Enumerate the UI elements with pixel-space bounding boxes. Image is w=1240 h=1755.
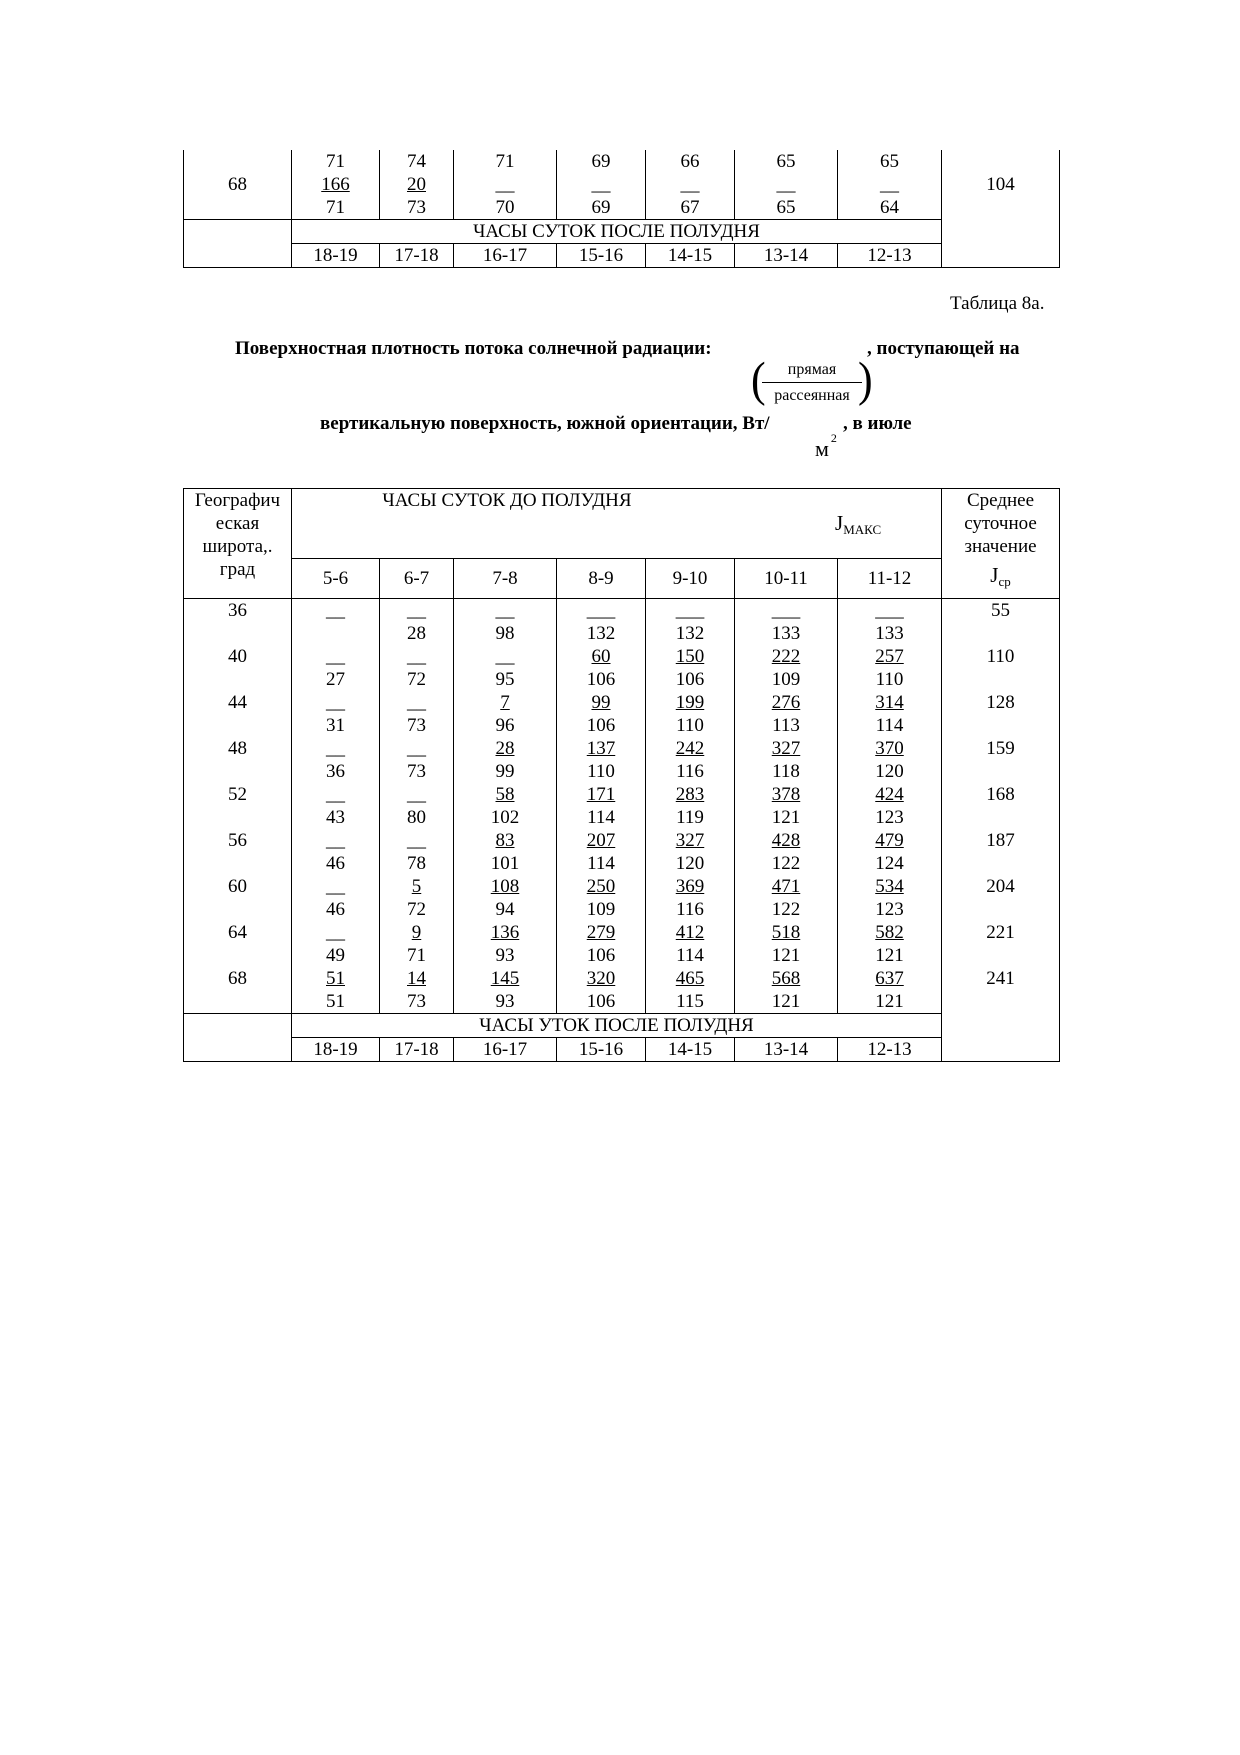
top-value: __ xyxy=(591,174,611,195)
avg-cell: 241 xyxy=(942,967,1060,1014)
jcp-cell xyxy=(942,559,1060,599)
after-hour-cell: 17-18 xyxy=(380,244,454,268)
hour-cell: 7-8 xyxy=(454,559,557,599)
value-cell xyxy=(292,737,380,783)
value-top: 471 xyxy=(771,876,801,897)
value-top: 424 xyxy=(875,784,904,805)
value-bottom: 106 xyxy=(586,669,616,690)
value-cell xyxy=(557,599,646,646)
value-bottom: 102 xyxy=(490,807,520,828)
value-bottom: 93 xyxy=(495,945,515,966)
value-bottom: 98 xyxy=(495,623,515,644)
value-bottom: 120 xyxy=(875,761,904,782)
value-cell xyxy=(735,645,838,691)
value-bottom: 122 xyxy=(771,853,801,874)
value-cell xyxy=(838,737,942,783)
value-cell xyxy=(557,737,646,783)
avg-cell: 104 xyxy=(942,150,1060,268)
value-bottom: 28 xyxy=(407,623,426,644)
value-top: 637 xyxy=(875,968,904,989)
value-cell xyxy=(380,967,454,1014)
value-cell xyxy=(735,875,838,921)
value-bottom: 120 xyxy=(675,853,705,874)
top-value: 64 xyxy=(880,197,899,218)
table-row xyxy=(184,967,1060,1014)
value-cell xyxy=(292,645,380,691)
value-top: __ xyxy=(407,692,426,713)
avg-cell: 55 xyxy=(942,599,1060,646)
value-top: __ xyxy=(407,784,426,805)
table-row xyxy=(184,783,1060,829)
value-bottom: 121 xyxy=(771,807,801,828)
after-hour-cell: 18-19 xyxy=(292,244,380,268)
value-bottom: 93 xyxy=(495,991,515,1012)
empty-cell xyxy=(184,220,292,268)
after-hour-cell: 15-16 xyxy=(557,244,646,268)
top-value-cell xyxy=(292,150,380,220)
value-cell xyxy=(380,599,454,646)
value-bottom: 121 xyxy=(875,991,904,1012)
value-top: ___ xyxy=(675,600,705,621)
value-top: 378 xyxy=(771,784,801,805)
value-bottom: 101 xyxy=(490,853,520,874)
value-cell xyxy=(454,875,557,921)
value-top: 412 xyxy=(675,922,705,943)
title-line-2b: , в июле xyxy=(843,413,912,434)
value-cell xyxy=(292,691,380,737)
after-hour-cell: 13-14 xyxy=(735,1038,838,1062)
value-top: 137 xyxy=(586,738,616,759)
value-cell xyxy=(838,829,942,875)
value-cell xyxy=(292,599,380,646)
table-row xyxy=(184,737,1060,783)
value-bottom: 118 xyxy=(772,761,800,782)
jcp-sub: ср xyxy=(998,573,1011,589)
value-top: __ xyxy=(407,738,426,759)
value-bottom: 46 xyxy=(326,899,345,920)
value-bottom: 121 xyxy=(771,991,801,1012)
value-top: 9 xyxy=(411,922,422,943)
main-table xyxy=(183,488,1060,1062)
hour-cell: 6-7 xyxy=(380,559,454,599)
value-top: 279 xyxy=(586,922,616,943)
value-top: 199 xyxy=(675,692,705,713)
value-bottom: 96 xyxy=(495,715,515,736)
value-top: 479 xyxy=(875,830,904,851)
lat-cell: 60 xyxy=(184,875,292,921)
value-bottom: 110 xyxy=(587,761,615,782)
value-top: 51 xyxy=(326,968,345,989)
after-hour-cell: 12-13 xyxy=(838,244,942,268)
top-table xyxy=(183,150,1060,268)
title-line-1a: Поверхностная плотность потока солнечной радиации: xyxy=(235,338,712,359)
value-cell xyxy=(735,599,838,646)
value-cell xyxy=(838,875,942,921)
lat-cell: 48 xyxy=(184,737,292,783)
top-value-cell xyxy=(454,150,557,220)
top-value: __ xyxy=(880,174,899,195)
top-value-cell xyxy=(646,150,735,220)
value-bottom: 114 xyxy=(676,945,704,966)
value-top: __ xyxy=(326,738,345,759)
value-top: __ xyxy=(326,784,345,805)
value-top: __ xyxy=(495,600,515,621)
top-value: 66 xyxy=(680,151,700,172)
value-top: 369 xyxy=(675,876,705,897)
value-top: __ xyxy=(326,922,345,943)
right-paren: ) xyxy=(858,352,873,407)
after-hour-cell: 16-17 xyxy=(454,244,557,268)
value-cell xyxy=(380,783,454,829)
top-value: 70 xyxy=(495,197,515,218)
left-paren: ( xyxy=(751,352,766,407)
value-cell xyxy=(646,737,735,783)
value-top: 171 xyxy=(586,784,616,805)
table-row xyxy=(184,875,1060,921)
table-row xyxy=(184,691,1060,737)
value-bottom: 115 xyxy=(676,991,704,1012)
value-cell xyxy=(646,645,735,691)
value-cell xyxy=(838,921,942,967)
value-cell xyxy=(292,967,380,1014)
value-cell xyxy=(735,737,838,783)
value-bottom: 114 xyxy=(875,715,904,736)
value-bottom: 78 xyxy=(407,853,426,874)
table-row xyxy=(184,645,1060,691)
hour-cell: 10-11 xyxy=(735,559,838,599)
value-cell xyxy=(646,875,735,921)
after-hour-cell: 14-15 xyxy=(646,1038,735,1062)
value-cell xyxy=(454,921,557,967)
avg-cell: 168 xyxy=(942,783,1060,829)
value-top: 327 xyxy=(675,830,705,851)
avg-header: Среднее суточное значение xyxy=(942,489,1060,559)
value-bottom: 110 xyxy=(875,669,904,690)
value-top: 136 xyxy=(490,922,520,943)
value-cell xyxy=(557,645,646,691)
after-hour-cell: 18-19 xyxy=(292,1038,380,1062)
value-top: __ xyxy=(326,600,345,621)
lat-cell: 68 xyxy=(184,150,292,220)
hour-cell: 9-10 xyxy=(646,559,735,599)
after-hour-cell: 14-15 xyxy=(646,244,735,268)
after-hour-cell: 17-18 xyxy=(380,1038,454,1062)
value-bottom: 72 xyxy=(407,669,426,690)
avg-cell: 159 xyxy=(942,737,1060,783)
value-cell xyxy=(838,691,942,737)
value-top: 207 xyxy=(586,830,616,851)
value-bottom: 94 xyxy=(495,899,515,920)
top-value: 65 xyxy=(880,151,899,172)
unit: м $^2$ xyxy=(815,430,837,461)
value-bottom: 36 xyxy=(326,761,345,782)
value-bottom: 51 xyxy=(326,991,345,1012)
value-cell xyxy=(454,599,557,646)
hour-cell: 11-12 xyxy=(838,559,942,599)
fraction xyxy=(762,358,862,409)
value-cell xyxy=(838,967,942,1014)
value-top: 428 xyxy=(771,830,801,851)
value-bottom: 43 xyxy=(326,807,345,828)
value-bottom: 116 xyxy=(676,761,704,782)
value-top: 145 xyxy=(490,968,520,989)
top-value: __ xyxy=(680,174,700,195)
value-top: __ xyxy=(407,646,426,667)
value-top: 28 xyxy=(495,738,515,759)
top-value: __ xyxy=(776,174,796,195)
value-top: 257 xyxy=(875,646,904,667)
value-cell xyxy=(380,921,454,967)
value-bottom: 114 xyxy=(587,807,615,828)
value-bottom: 133 xyxy=(771,623,801,644)
value-cell xyxy=(454,783,557,829)
top-value: 73 xyxy=(407,197,426,218)
value-cell xyxy=(646,921,735,967)
value-cell xyxy=(557,875,646,921)
lat-cell: 52 xyxy=(184,783,292,829)
value-cell xyxy=(557,967,646,1014)
value-bottom: 132 xyxy=(586,623,616,644)
value-top: 14 xyxy=(407,968,426,989)
value-cell xyxy=(646,599,735,646)
fraction-denominator: рассеянная xyxy=(774,387,850,404)
value-cell xyxy=(292,783,380,829)
value-cell xyxy=(646,783,735,829)
lat-cell: 56 xyxy=(184,829,292,875)
value-top: 108 xyxy=(490,876,520,897)
avg-cell: 221 xyxy=(942,921,1060,967)
value-top: 568 xyxy=(771,968,801,989)
value-bottom: 114 xyxy=(587,853,615,874)
value-bottom: 109 xyxy=(771,669,801,690)
value-cell xyxy=(735,967,838,1014)
top-value: 65 xyxy=(776,151,796,172)
value-top: 276 xyxy=(771,692,801,713)
fraction-numerator: прямая xyxy=(762,358,862,383)
value-bottom: 110 xyxy=(676,715,704,736)
value-cell xyxy=(380,829,454,875)
value-bottom: 106 xyxy=(586,991,616,1012)
value-cell xyxy=(292,921,380,967)
value-bottom: 73 xyxy=(407,715,426,736)
value-top: 60 xyxy=(591,646,611,667)
value-cell xyxy=(646,967,735,1014)
avg-cell: 128 xyxy=(942,691,1060,737)
value-cell xyxy=(557,691,646,737)
top-value: 71 xyxy=(326,151,345,172)
value-bottom: 72 xyxy=(407,899,426,920)
top-value: 65 xyxy=(776,197,796,218)
value-top: 250 xyxy=(586,876,616,897)
value-bottom: 124 xyxy=(875,853,904,874)
empty-avg-cell xyxy=(942,1014,1060,1062)
top-value: 74 xyxy=(407,151,426,172)
lat-cell: 44 xyxy=(184,691,292,737)
value-top: 58 xyxy=(495,784,515,805)
value-top: __ xyxy=(407,830,426,851)
value-top: 320 xyxy=(586,968,616,989)
value-top: __ xyxy=(326,692,345,713)
value-top: 7 xyxy=(500,692,510,713)
top-value: 20 xyxy=(407,174,426,195)
hour-cell: 8-9 xyxy=(557,559,646,599)
table-label: Таблица 8а. xyxy=(950,293,1045,314)
value-cell xyxy=(454,645,557,691)
top-value: __ xyxy=(495,174,515,195)
value-bottom: 109 xyxy=(586,899,616,920)
value-top: 5 xyxy=(411,876,422,897)
value-cell xyxy=(380,645,454,691)
value-top: 518 xyxy=(771,922,801,943)
value-bottom: 123 xyxy=(875,807,904,828)
value-bottom: 116 xyxy=(676,899,704,920)
value-cell xyxy=(380,691,454,737)
lat-cell: 68 xyxy=(184,967,292,1014)
value-cell xyxy=(838,599,942,646)
lat-cell: 64 xyxy=(184,921,292,967)
value-top: __ xyxy=(495,646,515,667)
value-cell xyxy=(454,829,557,875)
value-cell xyxy=(646,829,735,875)
value-bottom: 27 xyxy=(326,669,345,690)
value-bottom: 73 xyxy=(407,761,426,782)
lat-cell: 36 xyxy=(184,599,292,646)
value-top: 99 xyxy=(591,692,611,713)
value-cell xyxy=(735,921,838,967)
value-top: 534 xyxy=(875,876,904,897)
top-value: 71 xyxy=(495,151,515,172)
latitude-header: Географич еская широта,. град xyxy=(184,489,292,599)
value-top: ___ xyxy=(586,600,616,621)
value-top: 327 xyxy=(771,738,801,759)
value-cell xyxy=(380,875,454,921)
value-top: __ xyxy=(326,876,345,897)
after-hour-cell: 16-17 xyxy=(454,1038,557,1062)
value-bottom: 106 xyxy=(586,945,616,966)
value-cell xyxy=(454,967,557,1014)
value-cell xyxy=(292,829,380,875)
value-bottom: 49 xyxy=(326,945,345,966)
table-row xyxy=(184,921,1060,967)
top-value: 166 xyxy=(321,174,350,195)
value-bottom: 71 xyxy=(407,945,426,966)
value-bottom: 121 xyxy=(875,945,904,966)
avg-cell: 204 xyxy=(942,875,1060,921)
jmax-label: $J_{МАКС}$ xyxy=(835,511,882,537)
value-top: __ xyxy=(326,646,345,667)
value-bottom: 80 xyxy=(407,807,426,828)
value-cell xyxy=(557,829,646,875)
title-line-2a: вертикальную поверхность, южной ориентации, Вт/ xyxy=(320,413,770,434)
value-top: __ xyxy=(407,600,426,621)
value-top: 222 xyxy=(771,646,801,667)
top-value: 69 xyxy=(591,197,611,218)
value-bottom: 73 xyxy=(407,991,426,1012)
top-value-cell xyxy=(838,150,942,220)
table-row xyxy=(184,829,1060,875)
lat-cell: 40 xyxy=(184,645,292,691)
value-top: 465 xyxy=(675,968,705,989)
after-hour-cell: 12-13 xyxy=(838,1038,942,1062)
value-cell xyxy=(735,691,838,737)
value-cell xyxy=(838,645,942,691)
value-top: 83 xyxy=(495,830,515,851)
value-top: 242 xyxy=(675,738,705,759)
before-noon-header: ЧАСЫ СУТОК ДО ПОЛУДНЯ $J_{МАКС}$ xyxy=(292,489,942,559)
after-hour-cell: 13-14 xyxy=(735,244,838,268)
value-cell xyxy=(735,783,838,829)
value-bottom: 31 xyxy=(326,715,345,736)
title-line-1b: , поступающей на xyxy=(867,338,1020,359)
value-top: ___ xyxy=(771,600,801,621)
hour-cell: 5-6 xyxy=(292,559,380,599)
value-bottom: 122 xyxy=(771,899,801,920)
value-cell xyxy=(292,875,380,921)
top-table-row xyxy=(184,150,1060,220)
after-noon-label: ЧАСЫ СУТОК ПОСЛЕ ПОЛУДНЯ xyxy=(292,220,942,244)
avg-cell: 187 xyxy=(942,829,1060,875)
value-cell xyxy=(454,691,557,737)
value-top: 150 xyxy=(675,646,705,667)
value-cell xyxy=(735,829,838,875)
value-bottom: 132 xyxy=(675,623,705,644)
avg-cell: 110 xyxy=(942,645,1060,691)
value-top: 370 xyxy=(875,738,904,759)
jcp-label: J xyxy=(990,562,999,587)
value-bottom: 95 xyxy=(495,669,515,690)
value-bottom: 106 xyxy=(586,715,616,736)
value-cell xyxy=(838,783,942,829)
table-row xyxy=(184,599,1060,646)
value-cell xyxy=(557,783,646,829)
empty-cell xyxy=(184,1014,292,1062)
after-noon-label: ЧАСЫ УТОК ПОСЛЕ ПОЛУДНЯ xyxy=(292,1014,942,1038)
top-value: 69 xyxy=(591,151,611,172)
value-bottom: 121 xyxy=(771,945,801,966)
value-top: __ xyxy=(326,830,345,851)
after-hour-cell: 15-16 xyxy=(557,1038,646,1062)
value-bottom xyxy=(292,622,379,645)
top-value-cell xyxy=(735,150,838,220)
value-bottom: 106 xyxy=(675,669,705,690)
value-bottom: 133 xyxy=(875,623,904,644)
value-bottom: 123 xyxy=(875,899,904,920)
top-value-cell xyxy=(557,150,646,220)
value-bottom: 46 xyxy=(326,853,345,874)
value-top: 283 xyxy=(675,784,705,805)
value-bottom: 99 xyxy=(495,761,515,782)
value-cell xyxy=(646,691,735,737)
value-top: ___ xyxy=(875,600,904,621)
top-value: 67 xyxy=(680,197,700,218)
top-value-cell xyxy=(380,150,454,220)
value-top: 582 xyxy=(875,922,904,943)
value-cell xyxy=(380,737,454,783)
value-bottom: 113 xyxy=(772,715,800,736)
top-value: 71 xyxy=(326,197,345,218)
value-bottom: 119 xyxy=(676,807,704,828)
value-top: 314 xyxy=(875,692,904,713)
value-cell xyxy=(557,921,646,967)
value-cell xyxy=(454,737,557,783)
